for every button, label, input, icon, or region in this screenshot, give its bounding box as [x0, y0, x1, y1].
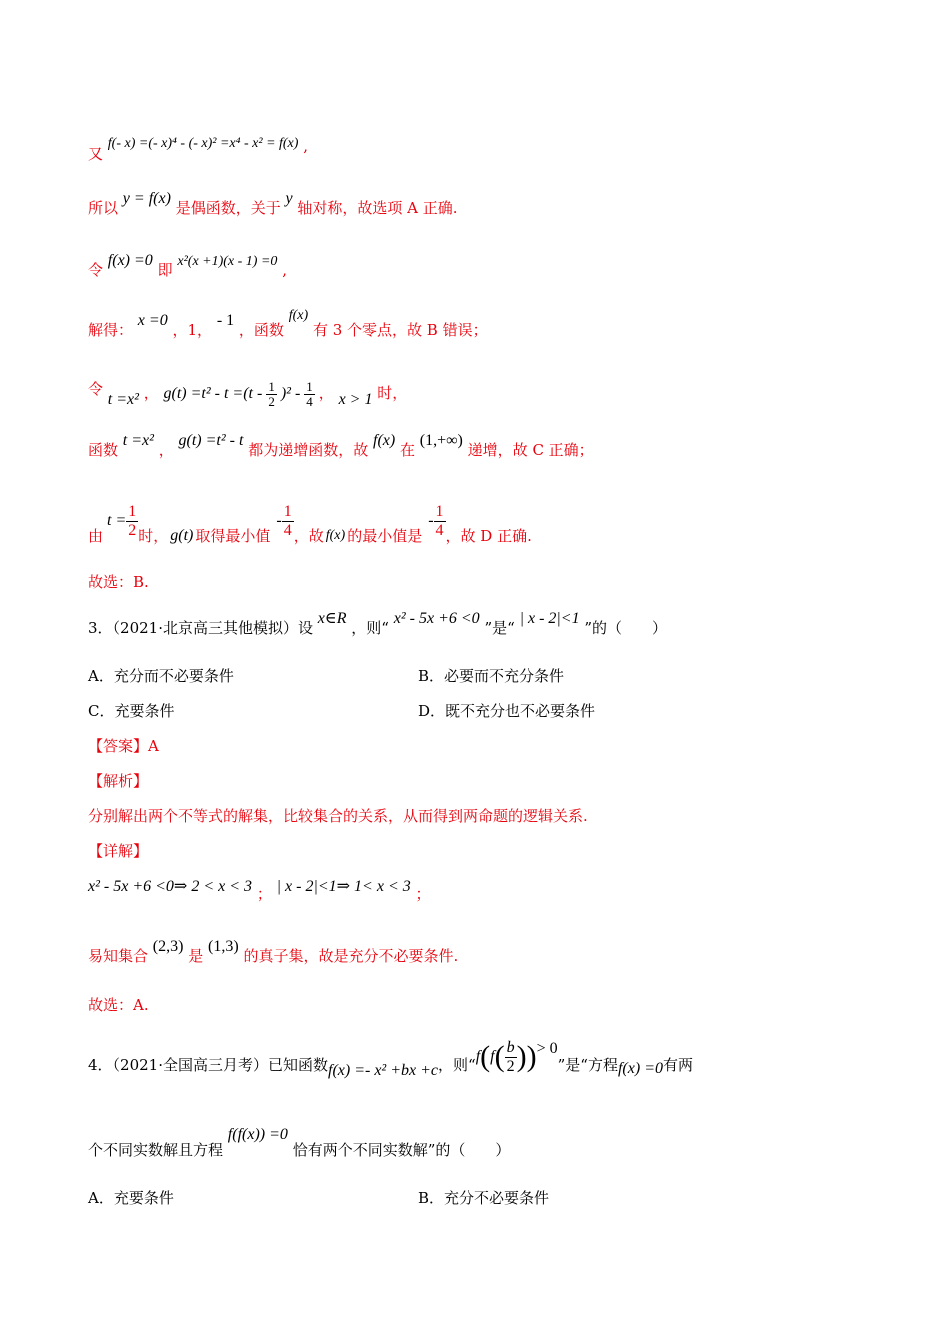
frac-den: 4	[283, 521, 292, 539]
q3-detail-head: 【详解】	[88, 842, 149, 860]
q3-tail: ”的（ ）	[584, 619, 668, 637]
text-c-correct: 递增，故 C 正确；	[467, 441, 594, 459]
text-zeros: 有 3 个零点，故 B 错误；	[312, 321, 488, 339]
line-4	[88, 308, 488, 342]
fraction-quarter	[282, 503, 294, 540]
text-hanshu: ，函数	[238, 321, 284, 339]
frac-den: 4	[306, 394, 313, 409]
frac-num: b	[506, 1038, 515, 1056]
frac-num: 1	[283, 502, 292, 520]
fraction-quarter	[434, 503, 446, 540]
text-jiede: 解得：	[88, 321, 134, 339]
question-3	[88, 610, 668, 639]
math-abs-solve: | x - 2|<1⇒ 1< x < 3	[276, 878, 411, 895]
text-gu: ，故	[293, 527, 324, 545]
paren-left: (	[480, 1040, 491, 1073]
line-2	[88, 190, 458, 219]
text-ling: 令	[88, 380, 104, 399]
math-f-inner: f	[490, 1048, 495, 1065]
q4-tail2: 恰有两个不同实数解”的（ ）	[292, 1141, 511, 1159]
frac-num: 1	[268, 379, 275, 394]
q3-mid1: ，则“	[351, 619, 389, 637]
fraction-quarter	[304, 380, 315, 409]
math-fx-zero: f(x) =0	[107, 252, 153, 269]
math-fx: f(x)	[373, 432, 396, 449]
text-shi: 时，	[138, 527, 169, 545]
math-g-t-def: g(t) =t² - t	[178, 432, 244, 449]
text-ling: 令	[88, 261, 104, 279]
math-quadratic: x² - 5x +6 <0	[393, 610, 480, 627]
text-shi: 时，	[377, 384, 408, 403]
math-fx: f(x)	[325, 528, 346, 543]
frac-num: 1	[435, 502, 444, 520]
math-neg: -	[276, 512, 282, 529]
q4-option-a: A．充要条件	[88, 1189, 174, 1207]
text-one: ，1，	[172, 321, 213, 339]
text-comma: ，	[158, 441, 174, 459]
math-gt-zero: > 0	[536, 1040, 558, 1057]
q3-analysis-head: 【解析】	[88, 772, 149, 790]
math-x-gt-1: x > 1	[338, 391, 373, 409]
frac-den: 2	[506, 1057, 515, 1075]
math-neg: -	[428, 512, 434, 529]
math-x-zero: x =0	[137, 312, 168, 329]
question-4	[88, 1040, 693, 1090]
paren-right: )	[526, 1040, 537, 1073]
text-increasing: 都为递增函数，故	[248, 441, 369, 459]
q3-detail	[88, 876, 431, 903]
line-3	[88, 252, 287, 282]
math-g-t: g(t)	[170, 527, 194, 544]
text-d-correct: ，故 D 正确.	[445, 527, 532, 545]
text-zai: 在	[400, 441, 416, 459]
frac-den: 4	[435, 521, 444, 539]
q3-mid2: ”是“	[484, 619, 515, 637]
math-y: y	[285, 190, 293, 207]
q3-answer: 【答案】A	[88, 737, 159, 755]
text-hanshu: 函数	[88, 441, 119, 459]
text-subset: 的真子集，故是充分不必要条件.	[243, 947, 459, 965]
frac-den: 2	[128, 521, 137, 539]
math-f-f-b2	[476, 1039, 558, 1076]
math-g-t-part1: g(t) =t² - t =(t -	[163, 385, 263, 403]
math-poly-zero: x²(x +1)(x - 1) =0	[177, 254, 278, 269]
text-ji: 即	[157, 261, 173, 279]
text-you: 又	[88, 145, 104, 163]
q3-option-a: A．充分而不必要条件	[88, 667, 234, 685]
text-comma: ,	[303, 137, 308, 155]
math-set-2-3: (2,3)	[152, 938, 184, 955]
math-t-x2: t =x²	[107, 391, 139, 409]
math-f-f-x: f(f(x)) =0	[227, 1126, 288, 1143]
text-semicolon: ；	[256, 885, 272, 903]
q3-option-c: C．充要条件	[88, 702, 175, 720]
q3-option-d: D．既不充分也不必要条件	[418, 702, 596, 720]
math-set-1-3: (1,3)	[208, 938, 239, 955]
math-t-eq: t =	[107, 512, 127, 529]
text-min-value: 的最小值是	[347, 527, 423, 545]
math-fx-zero: f(x) =0	[617, 1060, 663, 1077]
math-quad-solve: x² - 5x +6 <0⇒ 2 < x < 3	[88, 878, 253, 895]
math-neg-one: - 1	[216, 312, 235, 329]
line-8-choose: 故选：B.	[88, 573, 149, 591]
text-min: 取得最小值	[195, 527, 271, 545]
line-1	[88, 136, 308, 163]
frac-num: 1	[128, 502, 137, 520]
text-you: 由	[88, 527, 104, 545]
q3-option-b: B．必要而不充分条件	[418, 667, 565, 685]
fraction-half	[266, 380, 277, 409]
math-f-outer: f	[475, 1048, 481, 1065]
frac-num: 1	[306, 379, 313, 394]
math-x-in-R: x∈R	[317, 610, 347, 627]
q4-mid1: ，则“	[438, 1056, 476, 1074]
q4-number: 4．（2021·全国高三月考）已知函数	[88, 1056, 328, 1074]
frac-den: 2	[268, 394, 275, 409]
text-set-lead: 易知集合	[88, 947, 149, 965]
math-fx: f(x)	[288, 308, 309, 323]
math-f-neg-x: f(- x) =(- x)⁴ - (- x)² =x⁴ - x² = f(x)	[107, 136, 299, 151]
q4-option-b: B．充分不必要条件	[418, 1189, 550, 1207]
question-4-line-2	[88, 1126, 511, 1161]
q4-line2-lead: 个不同实数解且方程	[88, 1141, 224, 1159]
text-comma: ，	[143, 384, 159, 403]
math-abs: | x - 2|<1	[519, 610, 580, 627]
math-interval: (1,+∞)	[419, 432, 463, 449]
q3-number: 3．（2021·北京高三其他模拟）设	[88, 619, 313, 637]
math-g-t	[163, 379, 319, 409]
text-comma: ,	[282, 261, 287, 279]
text-suoyi: 所以	[88, 199, 119, 217]
q3-choose: 故选：A.	[88, 996, 149, 1014]
paren-left: (	[494, 1040, 505, 1073]
text-semicolon: ；	[415, 885, 431, 903]
line-6	[88, 432, 594, 461]
q3-analysis: 分别解出两个不等式的解集，比较集合的关系，从而得到两命题的逻辑关系.	[88, 807, 588, 825]
math-f-def: f(x) =- x² +bx +c	[328, 1062, 439, 1079]
line-7	[88, 496, 532, 546]
q3-set	[88, 938, 459, 967]
math-y-fx: y = f(x)	[122, 190, 171, 207]
fraction-b-2	[505, 1039, 517, 1076]
text-even: 是偶函数，关于	[175, 199, 281, 217]
line-5	[88, 380, 407, 409]
text-shi: 是	[188, 947, 204, 965]
text-comma: ，	[318, 384, 334, 403]
q4-tail1: 有两	[662, 1056, 693, 1074]
math-t-x2: t =x²	[122, 432, 154, 449]
math-g-t-part2: )² -	[280, 385, 301, 403]
text-symmetric: 轴对称，故选项 A 正确.	[297, 199, 458, 217]
paren-right: )	[516, 1040, 527, 1073]
q4-mid2: ”是“方程	[557, 1056, 618, 1074]
fraction-half	[126, 503, 138, 540]
